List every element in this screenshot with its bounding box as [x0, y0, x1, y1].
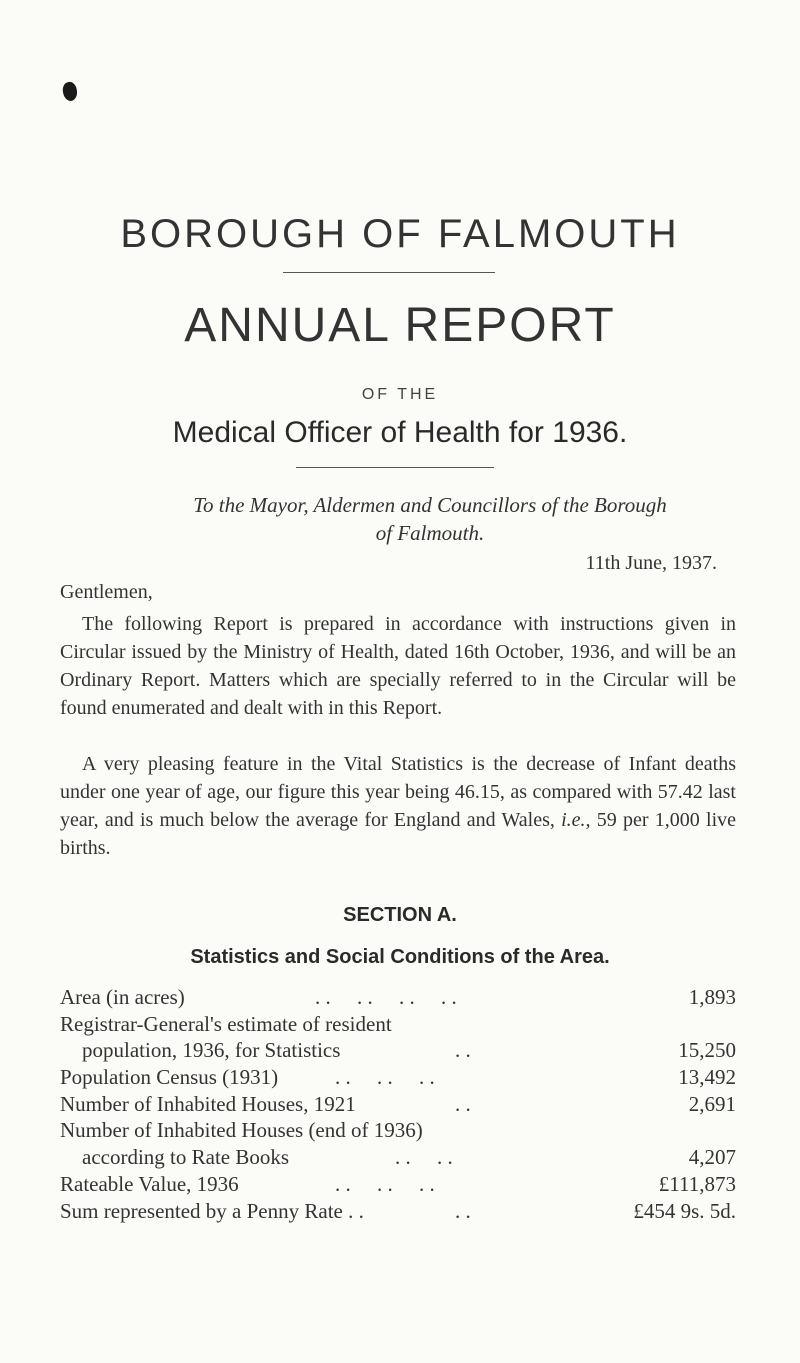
ink-blot — [61, 81, 79, 102]
stat-label: Area (in acres) — [60, 985, 185, 1009]
stat-label: according to Rate Books — [82, 1145, 290, 1170]
stat-label: Number of Inhabited Houses (end of 1936) — [60, 1118, 423, 1143]
of-the-label: OF THE — [361, 386, 439, 403]
stat-row — [60, 984, 736, 1011]
stat-value: 2,691 — [688, 1091, 736, 1116]
stat-label: Sum represented by a Penny Rate . . — [60, 1198, 364, 1223]
report-subtitle: Medical Officer of Health for 1936. — [172, 416, 628, 449]
stat-value: 13,492 — [678, 1065, 736, 1090]
letter-address — [110, 491, 750, 547]
stat-label: Registrar-General's estimate of resident — [60, 1011, 392, 1036]
stat-row — [60, 1064, 736, 1091]
stat-row — [60, 1117, 736, 1144]
stat-value: 4,207 — [688, 1145, 736, 1170]
paragraph-ie: i.e., — [561, 809, 591, 831]
stat-value: £111,873 — [658, 1171, 736, 1196]
statistics-table — [60, 984, 736, 1224]
stat-row — [60, 1037, 736, 1064]
paragraph — [60, 750, 736, 862]
leader-dots: . . — [455, 1091, 471, 1116]
section-title: SECTION A. — [343, 904, 457, 926]
paragraph-text: 59 per 1,000 live births. — [60, 809, 737, 859]
salutation: Gentlemen, — [60, 581, 153, 603]
stat-value: 1,893 — [688, 985, 736, 1009]
divider-rule — [283, 272, 495, 273]
stat-row — [60, 1198, 736, 1225]
paragraph: The following Report is prepared in accordance with instructions given in Circular issued by the Ministry of Health, dated 16th October, 1936, and will be an Ordinary Report. Matters which are specially referred to in the Circular will be found enumerated and dealt with in this Report. — [60, 613, 736, 719]
leader-dots: . . . . — [395, 1145, 453, 1170]
leader-dots: . . — [455, 1038, 471, 1063]
letter-date: 11th June, 1937. — [585, 552, 717, 574]
leader-dots: . . . . . . — [335, 1171, 435, 1196]
address-line: of Falmouth. — [375, 521, 485, 545]
address-line: To the Mayor, Aldermen and Councillors of the Borough — [193, 493, 667, 517]
paragraph-text: A very pleasing feature in the Vital Statistics is the decrease of Infant deaths under one year of age, our figure this year being 46.15, as compared with 57.42 last year, and is much below the average for England and Wales, — [60, 753, 736, 831]
section-subtitle: Statistics and Social Conditions of the Area. — [190, 946, 610, 968]
stat-row — [60, 1144, 736, 1171]
stat-label: population, 1936, for Statistics — [82, 1038, 341, 1063]
leader-dots: . . . . . . . . — [315, 985, 457, 1009]
stat-row — [60, 1171, 736, 1198]
borough-title: BOROUGH OF FALMOUTH — [120, 212, 680, 256]
report-title: ANNUAL REPORT — [184, 299, 616, 352]
leader-dots: . . . . . . — [335, 1065, 435, 1090]
stat-row — [60, 1011, 736, 1038]
stat-value: £454 9s. 5d. — [633, 1198, 736, 1223]
stat-label: Population Census (1931) — [60, 1065, 279, 1090]
stat-label: Rateable Value, 1936 — [60, 1171, 239, 1196]
stat-label: Number of Inhabited Houses, 1921 — [60, 1091, 356, 1116]
stat-row — [60, 1091, 736, 1118]
divider-rule — [296, 467, 494, 468]
stat-value: 15,250 — [678, 1038, 736, 1063]
leader-dots: . . — [455, 1198, 471, 1223]
